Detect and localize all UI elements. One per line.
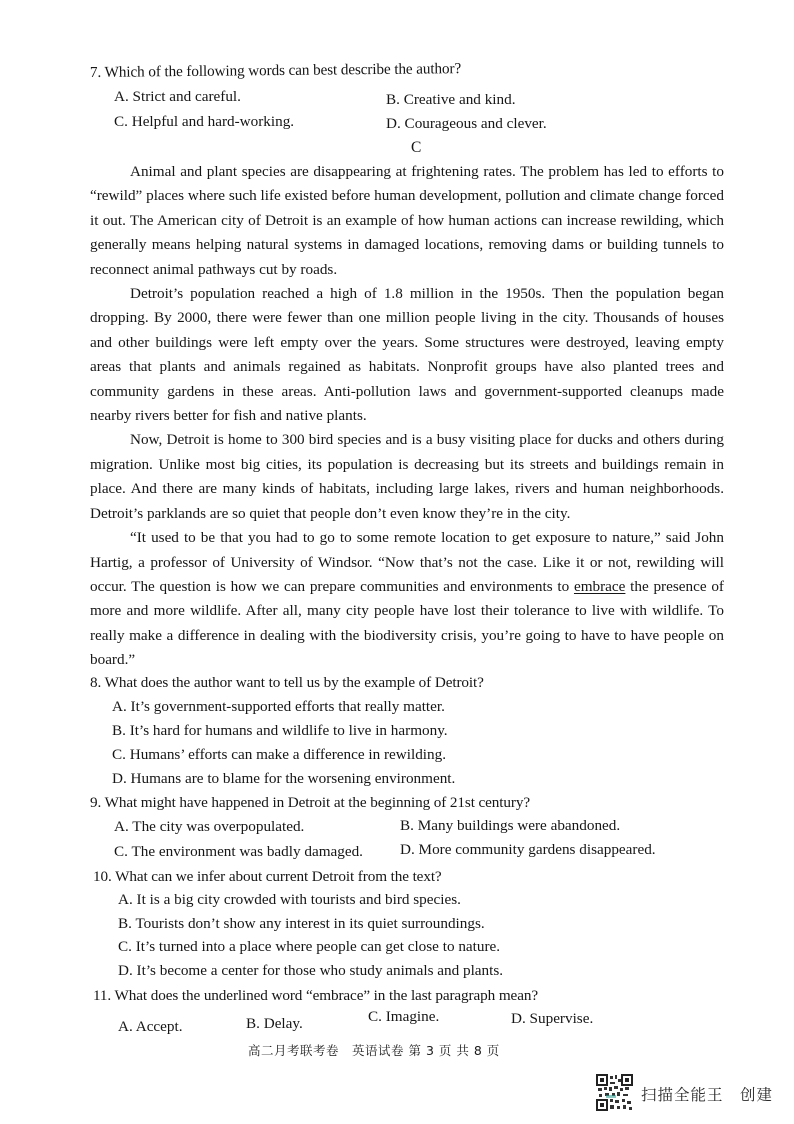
q8-option-c: C. Humans’ efforts can make a difference in rewilding. [112,746,447,763]
passage-paragraph-1: Animal and plant species are disappearing at frightening rates. The problem has led to efforts to “rewild” places where such life existed before human development, pollution and climate change forced it out. The American city of Detroit is an example of how human actions can increase rewilding, which generally means helping natural systems in damaged locations, removing dams or building tunnels to reconnect animal pathways cut by roads. [90,163,724,278]
q10-option-b: B. Tourists don’t show any interest in its quiet surroundings. [118,915,485,932]
q11-option-b: B. Delay. [246,1015,303,1032]
q8-option-b: B. It’s hard for humans and wildlife to live in harmony. [112,722,448,739]
question-9: 9. What might have happened in Detroit at the beginning of 21st century? [90,794,531,811]
p4-text-after: the presence of more and more wildlife. After all, many city people have lost their tolerance to live with wildlife. To really make a difference in dealing with the biodiversity crisis, you’re going to have to have people on board.” [90,577,724,669]
q8-option-d: D. Humans are to blame for the worsening environment. [112,770,456,787]
q9-option-c: C. The environment was badly damaged. [114,843,363,860]
q8-option-a: A. It’s government-supported efforts that really matter. [112,698,445,715]
passage-paragraph-3: Now, Detroit is home to 300 bird species and is a busy visiting place for ducks and others during migration. Unlike most big cities, its population is decreasing but its streets and buildings remain in place. And there are many kinds of habitats, including large lakes, rivers and human neighborhoods. Detroit’s parklands are so quiet that people don’t even know they’re in the city. [90,431,724,522]
q7-option-a: A. Strict and careful. [114,88,241,105]
q9-option-d: D. More community gardens disappeared. [400,841,656,858]
q11-option-d: D. Supervise. [511,1010,594,1027]
question-8: 8. What does the author want to tell us by the example of Detroit? [90,674,484,691]
underlined-word: embrace [573,577,626,595]
q7-option-b: B. Creative and kind. [386,91,516,108]
section-heading: C [411,139,422,156]
q7-option-d: D. Courageous and clever. [386,115,547,132]
question-11: 11. What does the underlined word “embrace” in the last paragraph mean? [93,987,538,1004]
passage-paragraph-2: Detroit’s population reached a high of 1.8 million in the 1950s. Then the population began dropping. By 2000, there were fewer than one million people living in the city. Thousands of houses and other buildings were left empty over the years. Some structures were destroyed, leaving empty areas that plants and animals regained as habitats. Nonprofit groups have also planted trees and community gardens in these areas. Anti-pollution laws and government-supported cleanups made nearby rivers better for fish and native plants. [90,285,724,425]
p4-text-before: “It used to be that you had to go to some remote location to get exposure to nature,” said John Hartig, a professor of University of Windsor. “Now that’s not the case. Like it or not, rewilding will occur. The question is how we can prepare communities and environments to [90,529,724,595]
q10-option-c: C. It’s turned into a place where people can get close to nature. [118,938,501,955]
q11-option-c: C. Imagine. [368,1008,440,1025]
passage [90,160,724,673]
q11-option-a: A. Accept. [118,1018,183,1035]
page-footer: 高二月考联考卷 英语试卷 第 3 页 共 8 页 [248,1043,500,1058]
q7-option-c: C. Helpful and hard-working. [114,113,295,130]
question-10: 10. What can we infer about current Detroit from the text? [93,868,442,885]
question-7: 7. Which of the following words can best describe the author? [89,60,462,81]
qr-code-icon [596,1074,633,1111]
q9-option-a: A. The city was overpopulated. [114,818,305,835]
q9-option-b: B. Many buildings were abandoned. [400,817,621,834]
q10-option-d: D. It’s become a center for those who study animals and plants. [118,962,504,979]
scanner-watermark-text: 扫描全能王 创建 [641,1086,774,1104]
passage-paragraph-4 [90,526,724,672]
q10-option-a: A. It is a big city crowded with tourists and bird species. [118,891,461,908]
